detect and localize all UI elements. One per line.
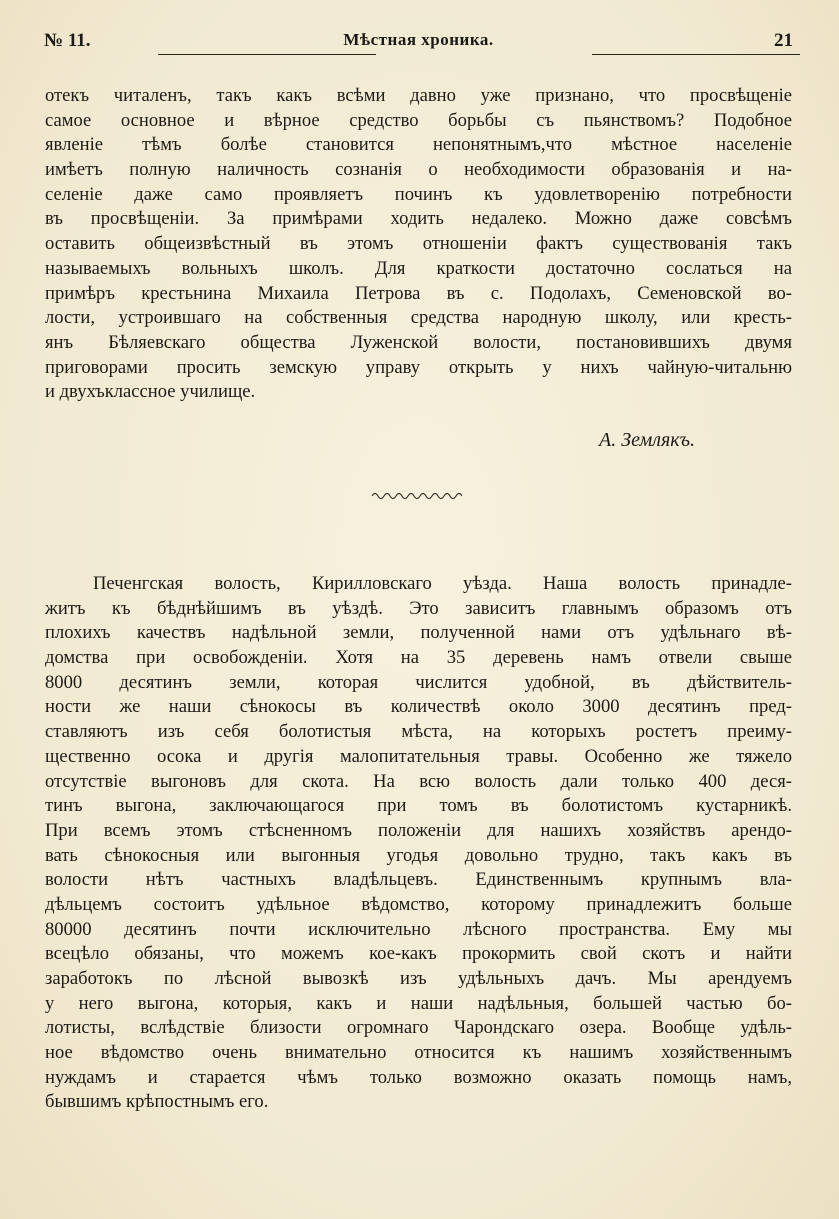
text-line: имѣетъ полную наличность сознанія о необходимости образованія и на- bbox=[45, 159, 792, 181]
text-line: При всемъ этомъ стѣсненномъ положеніи для нашихъ хозяйствъ арендо- bbox=[45, 819, 792, 841]
issue-number: № 11. bbox=[44, 30, 91, 51]
text-line: янъ Бѣляевскаго общества Луженской волости, постановившихъ двумя bbox=[45, 331, 792, 353]
text-line: тинъ выгона, заключающагося при томъ въ болотистомъ кустарникѣ. bbox=[45, 795, 792, 817]
text-line: лости, устроившаго на собственныя средства народную школу, или кресть- bbox=[45, 307, 792, 329]
text-line: отекъ читаленъ, такъ какъ всѣми давно уже признано, что просвѣщеніе bbox=[45, 85, 792, 106]
text-line: плохихъ качествъ надѣльной земли, полученной нами отъ удѣльнаго вѣ- bbox=[45, 622, 792, 644]
text-line: примѣръ крестьнина Михаила Петрова въ с. Подолахъ, Семеновской во- bbox=[45, 282, 792, 304]
text-line: и двухъклассное училище. bbox=[45, 381, 256, 403]
text-line: у него выгона, которыя, какъ и наши надѣльныя, большей частью бо- bbox=[45, 992, 792, 1014]
text-line: въ просвѣщеніи. За примѣрами ходить недалеко. Можно даже совсѣмъ bbox=[45, 208, 792, 230]
text-line: всецѣло обязаны, что можемъ кое-какъ прокормить свой скотъ и найти bbox=[45, 943, 792, 965]
text-line: волости нѣтъ частныхъ владѣльцевъ. Единственнымъ крупнымъ вла- bbox=[45, 869, 792, 891]
article-1-body bbox=[45, 84, 792, 405]
text-line: ное вѣдомство очень внимательно относится къ нашимъ хозяйственнымъ bbox=[45, 1042, 792, 1064]
text-line: 80000 десятинъ почти исключительно лѣсного пространства. Ему мы bbox=[45, 918, 792, 940]
text-line: явленіе тѣмъ болѣе становится непонятнымъ,что мѣстное населеніе bbox=[45, 134, 792, 156]
text-line: нуждамъ и старается чѣмъ только возможно оказать помощь намъ, bbox=[45, 1066, 792, 1088]
text-line: Печенгская волость, Кирилловскаго уѣзда. Наша волость принадле- bbox=[93, 573, 792, 594]
header-rule-right bbox=[592, 54, 800, 55]
text-line: ставляютъ изъ себя болотистыя мѣста, на которыхъ ростетъ преиму- bbox=[45, 721, 792, 743]
text-line: ности же наши сѣнокосы въ количествѣ около 3000 десятинъ пред- bbox=[45, 696, 792, 718]
text-line: вать сѣнокосныя или выгонныя угодья довольно трудно, такъ какъ въ bbox=[45, 844, 792, 866]
text-line: заработокъ по лѣсной вывозкѣ изъ удѣльныхъ дачъ. Мы арендуемъ bbox=[45, 968, 792, 989]
text-line: приговорами просить земскую управу открыть у нихъ чайную-читальню bbox=[45, 356, 792, 378]
page-number: 21 bbox=[774, 30, 793, 51]
text-line: 8000 десятинъ земли, которая числится удобной, въ дѣйствитель- bbox=[45, 671, 792, 693]
text-line: отсутствіе выгоновъ для скота. На всю волость дали только 400 деся- bbox=[45, 770, 792, 792]
text-line: оставить общеизвѣстный въ этомъ отношеніи фактъ существованія такъ bbox=[45, 233, 792, 255]
author-signature: А. Землякъ. bbox=[598, 429, 695, 451]
text-line: лотисты, вслѣдствіе близости огромнаго Чарондскаго озера. Вообще удѣль- bbox=[45, 1017, 792, 1039]
header-rule-left bbox=[158, 54, 376, 55]
article-2-body bbox=[45, 572, 792, 1115]
text-line: щественно осока и другія малопитательныя травы. Особенно же тяжело bbox=[45, 745, 792, 767]
text-line: селеніе даже само проявляетъ починъ къ удовлетворенію потребности bbox=[45, 183, 792, 205]
text-line: самое основное и вѣрное средство борьбы съ пьянствомъ? Подобное bbox=[45, 109, 792, 131]
text-line: называемыхъ вольныхъ школъ. Для краткости достаточно сослаться на bbox=[45, 257, 792, 279]
text-line: бывшимъ крѣпостнымъ его. bbox=[45, 1091, 269, 1113]
text-line: домства при освобожденіи. Хотя на 35 деревень намъ отвели свыше bbox=[45, 647, 792, 669]
section-title: Мѣстная хроника. bbox=[343, 30, 494, 49]
page-header bbox=[44, 28, 793, 58]
text-line: житъ къ бѣднѣйшимъ въ уѣздѣ. Это зависитъ главнымъ образомъ отъ bbox=[45, 597, 792, 619]
wavy-divider bbox=[370, 489, 462, 503]
text-line: дѣльцемъ состоитъ удѣльное вѣдомство, которому принадлежитъ больше bbox=[45, 893, 792, 915]
